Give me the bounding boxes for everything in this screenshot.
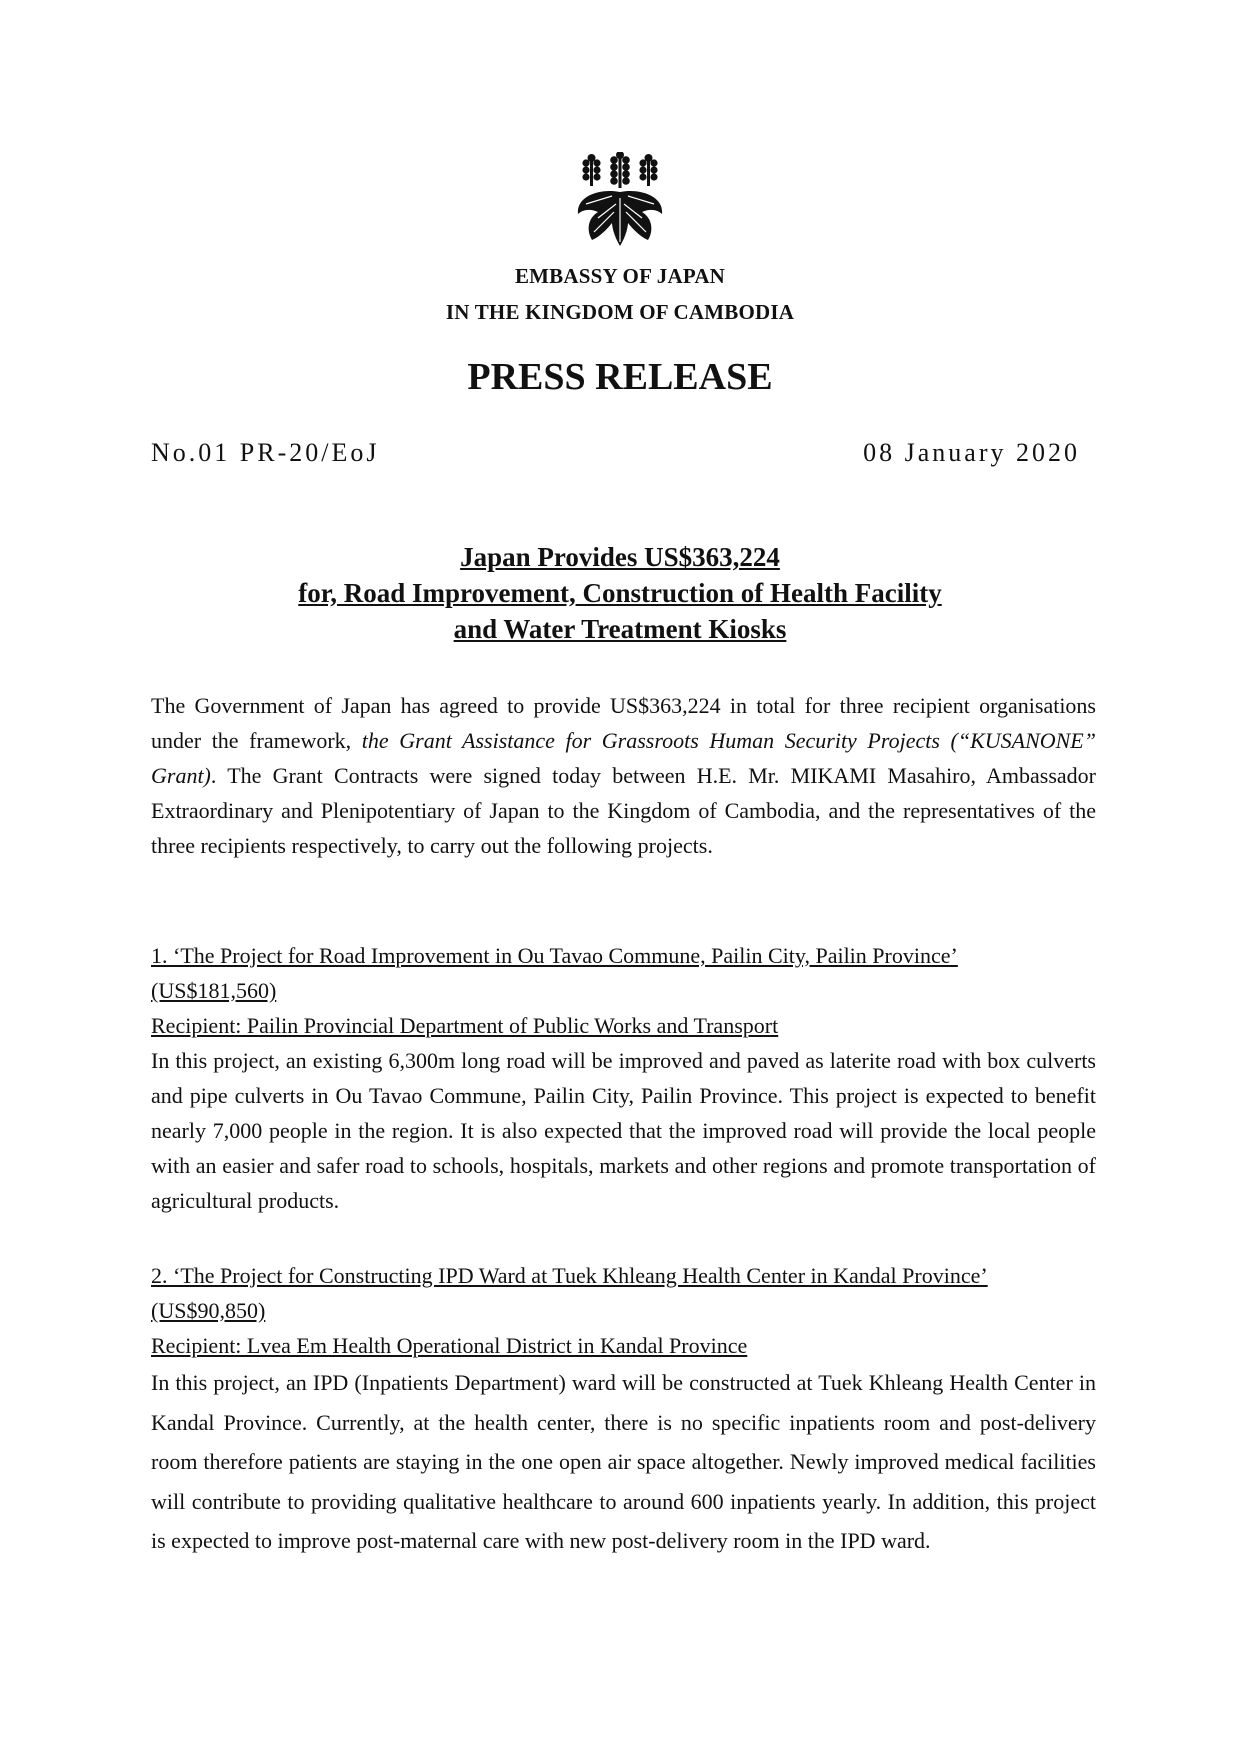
project-section-2 [151, 1258, 1096, 1561]
intro-text-2: . The Grant Contracts were signed today between H.E. Mr. MIKAMI Masahiro, Ambassador Extraordinary and Plenipotentiary of Japan to the Kingdom of Cambodia, and the representatives of the three recipients respectively, to carry out the following projects. [151, 763, 1096, 858]
reference-number: No.01 PR-20/EoJ [151, 438, 380, 467]
paulownia-crest-icon [572, 152, 668, 248]
headline-line-2: for, Road Improvement, Construction of Health Facility [298, 578, 942, 608]
intro-text-1: The Government of Japan has agreed to provide US$363,224 in total for three recipient organisations under the framework, [151, 693, 1096, 753]
project-amount: (US$90,850) [151, 1298, 266, 1323]
project-recipient: Recipient: Pailin Provincial Department of Public Works and Transport [151, 1013, 779, 1038]
grant-framework-name: the Grant Assistance for Grassroots Human Security Projects (“KUSANONE” Grant) [151, 728, 1096, 788]
release-date: 08 January 2020 [863, 438, 1080, 467]
project-title: 2. ‘The Project for Constructing IPD Ward at Tuek Khleang Health Center in Kandal Province’ [151, 1263, 988, 1288]
organization-name: EMBASSY OF JAPAN [514, 264, 726, 288]
project-title: 1. ‘The Project for Road Improvement in Ou Tavao Commune, Pailin City, Pailin Province’ [151, 943, 958, 968]
organization-country: IN THE KINGDOM OF CAMBODIA [445, 300, 795, 324]
project-description: In this project, an IPD (Inpatients Department) ward will be constructed at Tuek Khleang Health Center in Kandal Province. Currently, at the health center, there is no specific inpatients room and post-delivery room therefore patients are staying in the one open air space altogether. Newly improved medical facilities will contribute to providing qualitative healthcare to around 600 inpatients yearly. In addition, this project is expected to improve post-maternal care with new post-delivery room in the IPD ward. [151, 1370, 1096, 1553]
project-section-1 [151, 938, 1096, 1218]
headline-line-3: and Water Treatment Kiosks [453, 614, 787, 644]
document-type-title: PRESS RELEASE [467, 356, 773, 398]
headline-line-1: Japan Provides US$363,224 [460, 542, 780, 572]
project-recipient: Recipient: Lvea Em Health Operational District in Kandal Province [151, 1333, 748, 1358]
project-description: In this project, an existing 6,300m long road will be improved and paved as laterite road with box culverts and pipe culverts in Ou Tavao Commune, Pailin City, Pailin Province. This project is expected to benefit nearly 7,000 people in the region. It is also expected that the improved road will provide the local people with an easier and safer road to schools, hospitals, markets and other regions and promote transportation of agricultural products. [151, 1048, 1096, 1213]
intro-paragraph [151, 688, 1096, 863]
project-amount: (US$181,560) [151, 978, 277, 1003]
